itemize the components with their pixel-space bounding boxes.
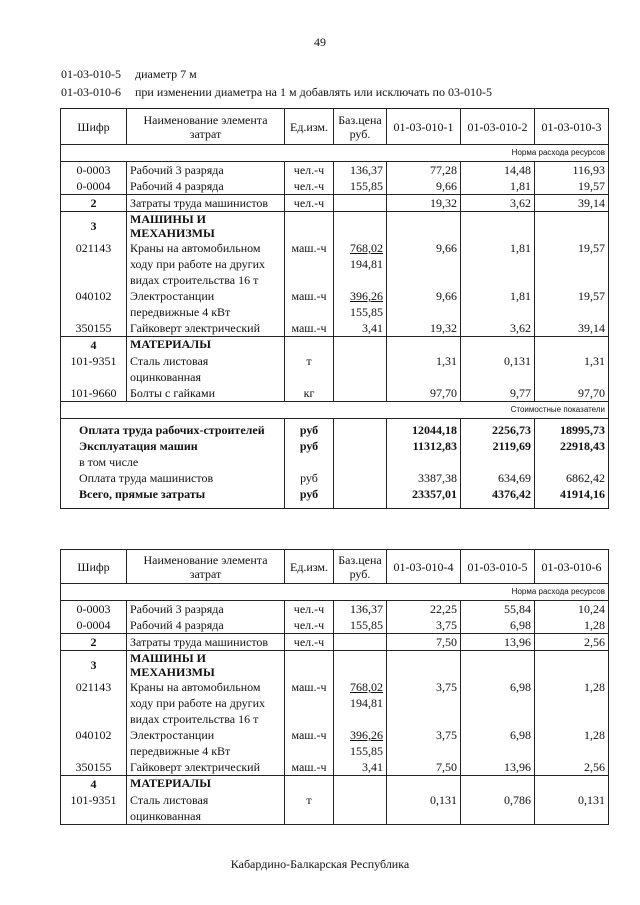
cost-value: 41914,16 (535, 486, 609, 508)
row-value: 1,31 (387, 353, 461, 385)
header-name: Наименование элемента затрат (127, 550, 285, 584)
row-value: 3,62 (461, 195, 535, 212)
row-unit: маш.-ч (285, 759, 334, 776)
row-price (334, 385, 387, 402)
row-name: Затраты труда машинистов (127, 195, 285, 212)
intro-line (61, 67, 197, 82)
row-value: 6,98 (461, 679, 535, 727)
price-line-1: 768,02 (350, 680, 383, 694)
section-label-row (61, 145, 609, 162)
section-number: 4 (61, 776, 127, 793)
row-price (334, 195, 387, 212)
row-value: 13,96 (461, 634, 535, 651)
cost-value: 22918,43 (535, 438, 609, 454)
row-code: 0-0003 (61, 601, 127, 618)
header-column: 01-03-010-5 (461, 550, 535, 584)
row-name: Рабочий 4 разряда (127, 617, 285, 634)
row-name: Затраты труда машинистов (127, 634, 285, 651)
intro-line (61, 85, 492, 100)
row-unit: кг (285, 385, 334, 402)
row-unit: чел.-ч (285, 178, 334, 195)
table-row (61, 178, 609, 195)
norm-label: Норма расхода ресурсов (61, 584, 609, 601)
cost-row (61, 454, 609, 470)
resource-table-2 (60, 549, 609, 825)
row-code: 0-0003 (61, 162, 127, 179)
cost-name: Оплата труда машинистов (61, 470, 285, 486)
row-value: 1,28 (535, 727, 609, 759)
page-number: 49 (314, 35, 326, 49)
row-value: 116,93 (535, 162, 609, 179)
cost-name: Эксплуатация машин (61, 438, 285, 454)
row-unit: чел.-ч (285, 634, 334, 651)
row-unit: маш.-ч (285, 288, 334, 320)
row-name: Краны на автомобильном ходу при работе на других видах строительства 16 т (127, 679, 285, 727)
section-number: 3 (61, 651, 127, 680)
row-code: 101-9351 (61, 792, 127, 825)
row-value: 1,31 (535, 353, 609, 385)
row-name: Рабочий 3 разряда (127, 162, 285, 179)
header-unit: Ед.изм. (285, 109, 334, 145)
row-code: 350155 (61, 320, 127, 337)
row-value: 1,28 (535, 679, 609, 727)
row-value: 22,25 (387, 601, 461, 618)
cost-value: 23357,01 (387, 486, 461, 508)
row-code: 350155 (61, 759, 127, 776)
row-unit: чел.-ч (285, 617, 334, 634)
row-value: 19,57 (535, 288, 609, 320)
cost-name: Оплата труда рабочих-строителей (61, 419, 285, 439)
row-price: 136,37 (334, 162, 387, 179)
cost-unit: руб (285, 419, 334, 439)
section-title: МАТЕРИАЛЫ (127, 776, 285, 793)
row-unit: т (285, 792, 334, 825)
row-code: 0-0004 (61, 617, 127, 634)
row-value: 13,96 (461, 759, 535, 776)
row-value: 19,57 (535, 240, 609, 288)
row-value: 6,98 (461, 727, 535, 759)
row-price (334, 792, 387, 825)
row-value: 1,81 (461, 240, 535, 288)
row-value: 7,50 (387, 759, 461, 776)
cost-value: 2256,73 (461, 419, 535, 439)
table-row (61, 727, 609, 759)
table-row (61, 679, 609, 727)
section-row (61, 651, 609, 680)
row-value: 97,70 (535, 385, 609, 402)
cost-name: Всего, прямые затраты (61, 486, 285, 508)
row-price: 155,85 (334, 178, 387, 195)
table-row (61, 162, 609, 179)
row-name: Болты с гайками (127, 385, 285, 402)
row-name: Сталь листовая оцинкованная (127, 792, 285, 825)
row-value: 77,28 (387, 162, 461, 179)
cost-row (61, 438, 609, 454)
row-value: 3,75 (387, 617, 461, 634)
row-price: 3,41 (334, 320, 387, 337)
header-column: 01-03-010-1 (387, 109, 461, 145)
intro-text: при изменении диаметра на 1 м добавлять или исключать по 03-010-5 (135, 85, 492, 99)
table-row (61, 385, 609, 402)
cost-value: 4376,42 (461, 486, 535, 508)
row-unit: маш.-ч (285, 320, 334, 337)
row-price (334, 240, 387, 288)
price-line-2: 194,81 (350, 696, 383, 710)
row-value: 3,62 (461, 320, 535, 337)
table-header-row (61, 550, 609, 584)
row-name: Сталь листовая оцинкованная (127, 353, 285, 385)
row-value: 9,66 (387, 178, 461, 195)
row-value: 0,131 (387, 792, 461, 825)
table-row (61, 634, 609, 651)
cost-value: 11312,83 (387, 438, 461, 454)
table-row (61, 617, 609, 634)
section-row (61, 212, 609, 241)
cost-unit: руб (285, 438, 334, 454)
table-row (61, 353, 609, 385)
row-price (334, 634, 387, 651)
cost-unit: руб (285, 486, 334, 508)
row-value: 55,84 (461, 601, 535, 618)
section-title: МАШИНЫ И МЕХАНИЗМЫ (127, 651, 285, 680)
section-row (61, 776, 609, 793)
cost-value: 18995,73 (535, 419, 609, 439)
cost-value: 3387,38 (387, 470, 461, 486)
row-value: 9,77 (461, 385, 535, 402)
norm-label: Норма расхода ресурсов (61, 145, 609, 162)
row-value: 9,66 (387, 240, 461, 288)
cost-row (61, 419, 609, 439)
row-code: 021143 (61, 679, 127, 727)
section-label-row (61, 402, 609, 419)
cost-row (61, 470, 609, 486)
row-unit: чел.-ч (285, 162, 334, 179)
row-value: 39,14 (535, 320, 609, 337)
price-line-1: 396,26 (350, 289, 383, 303)
row-unit: чел.-ч (285, 601, 334, 618)
intro-text: диаметр 7 м (135, 67, 197, 81)
price-line-1: 396,26 (350, 728, 383, 742)
row-value: 3,75 (387, 727, 461, 759)
row-price (334, 679, 387, 727)
table-row (61, 195, 609, 212)
row-value: 1,81 (461, 288, 535, 320)
section-title: МАТЕРИАЛЫ (127, 337, 285, 354)
section-label-row (61, 584, 609, 601)
header-name: Наименование элемента затрат (127, 109, 285, 145)
section-row (61, 337, 609, 354)
header-code: Шифр (61, 109, 127, 145)
row-unit: маш.-ч (285, 727, 334, 759)
intro-code: 01-03-010-5 (61, 67, 121, 81)
row-code: 2 (61, 195, 127, 212)
row-price: 3,41 (334, 759, 387, 776)
row-price (334, 288, 387, 320)
header-column: 01-03-010-4 (387, 550, 461, 584)
table-row (61, 759, 609, 776)
row-value: 3,75 (387, 679, 461, 727)
price-line-2: 155,85 (350, 744, 383, 758)
row-value: 19,57 (535, 178, 609, 195)
table-row (61, 601, 609, 618)
row-code: 040102 (61, 288, 127, 320)
row-name: Электростанции передвижные 4 кВт (127, 727, 285, 759)
cost-label: Стоимостные показатели (61, 402, 609, 419)
row-name: Краны на автомобильном ходу при работе на других видах строительства 16 т (127, 240, 285, 288)
row-value: 9,66 (387, 288, 461, 320)
row-code: 021143 (61, 240, 127, 288)
table-row (61, 320, 609, 337)
row-value: 97,70 (387, 385, 461, 402)
table-row (61, 792, 609, 825)
price-line-2: 155,85 (350, 305, 383, 319)
row-price: 155,85 (334, 617, 387, 634)
row-unit: маш.-ч (285, 679, 334, 727)
row-name: Рабочий 4 разряда (127, 178, 285, 195)
header-column: 01-03-010-6 (535, 550, 609, 584)
row-value: 1,81 (461, 178, 535, 195)
row-code: 101-9660 (61, 385, 127, 402)
row-name: Гайковерт электрический (127, 759, 285, 776)
row-name: Рабочий 3 разряда (127, 601, 285, 618)
row-value: 1,28 (535, 617, 609, 634)
row-name: Гайковерт электрический (127, 320, 285, 337)
row-price (334, 353, 387, 385)
row-code: 101-9351 (61, 353, 127, 385)
cost-value: 6862,42 (535, 470, 609, 486)
cost-value: 634,69 (461, 470, 535, 486)
row-value: 6,98 (461, 617, 535, 634)
table-row (61, 240, 609, 288)
header-unit: Ед.изм. (285, 550, 334, 584)
row-value: 19,32 (387, 320, 461, 337)
row-value: 10,24 (535, 601, 609, 618)
table-header-row (61, 109, 609, 145)
table-row (61, 288, 609, 320)
row-value: 7,50 (387, 634, 461, 651)
resource-table-1 (60, 108, 609, 509)
row-unit: маш.-ч (285, 240, 334, 288)
cost-value: 2119,69 (461, 438, 535, 454)
price-line-2: 194,81 (350, 257, 383, 271)
header-price: Баз.цена руб. (334, 109, 387, 145)
row-value: 19,32 (387, 195, 461, 212)
header-column: 01-03-010-3 (535, 109, 609, 145)
row-code: 0-0004 (61, 178, 127, 195)
row-value: 0,131 (535, 792, 609, 825)
row-code: 040102 (61, 727, 127, 759)
row-value: 39,14 (535, 195, 609, 212)
price-line-1: 768,02 (350, 241, 383, 255)
cost-row (61, 486, 609, 508)
row-unit: т (285, 353, 334, 385)
row-name: Электростанции передвижные 4 кВт (127, 288, 285, 320)
row-value: 0,786 (461, 792, 535, 825)
footer-region: Кабардино-Балкарская Республика (230, 857, 410, 871)
header-code: Шифр (61, 550, 127, 584)
header-price: Баз.цена руб. (334, 550, 387, 584)
cost-value: 12044,18 (387, 419, 461, 439)
cost-unit: руб (285, 470, 334, 486)
row-price (334, 727, 387, 759)
row-value: 14,48 (461, 162, 535, 179)
section-number: 4 (61, 337, 127, 354)
intro-code: 01-03-010-6 (61, 85, 121, 99)
row-value: 2,56 (535, 759, 609, 776)
header-column: 01-03-010-2 (461, 109, 535, 145)
row-code: 2 (61, 634, 127, 651)
section-title: МАШИНЫ И МЕХАНИЗМЫ (127, 212, 285, 241)
row-value: 2,56 (535, 634, 609, 651)
row-value: 0,131 (461, 353, 535, 385)
row-unit: чел.-ч (285, 195, 334, 212)
section-number: 3 (61, 212, 127, 241)
row-price: 136,37 (334, 601, 387, 618)
cost-name: в том числе (61, 454, 285, 470)
